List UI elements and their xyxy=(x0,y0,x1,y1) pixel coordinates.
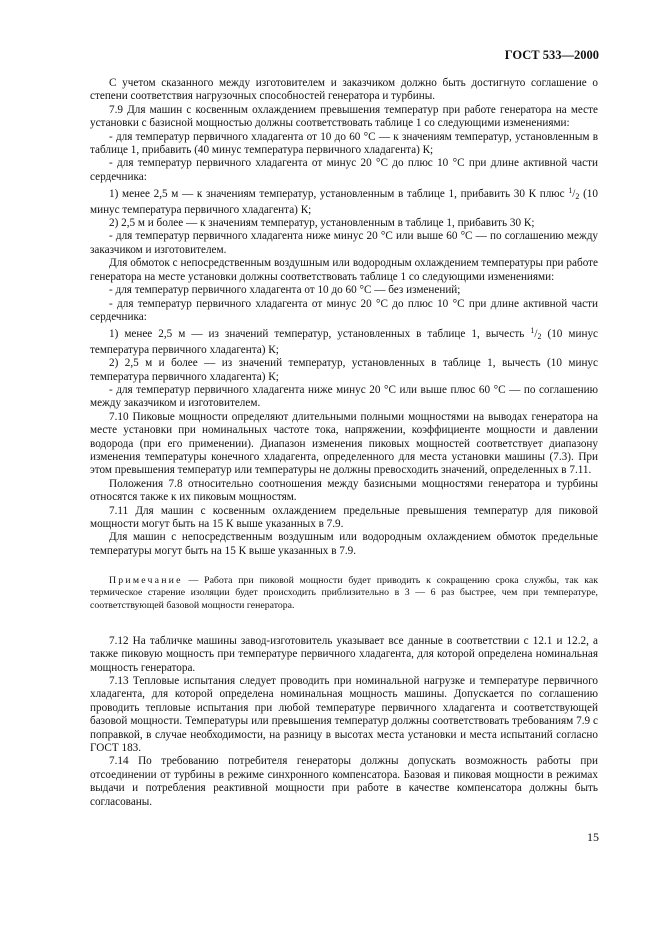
list-item: - для температур первичного хладагента ниже минус 20 °С или выше 60 °С — по соглашению между заказчиком и изготовителем. xyxy=(90,230,598,256)
list-item: - для температур первичного хладагента ниже минус 20 °С или выше плюс 60 °С — по соглашению между заказчиком и изготовителем. xyxy=(90,383,598,410)
note-text: — Работа при пиковой мощности будет приводить к сокращению срока службы, так как термическое старение изоляции будет происходить приблизительно в 3 — 6 раз быстрее, чем при температуре, соответствующей базовой мощности генератора. xyxy=(90,575,598,611)
fraction-denominator: 2 xyxy=(575,192,580,202)
fraction-numerator: 1 xyxy=(530,326,535,336)
list-item-text: (10 минус температура первичного хладагента) К; xyxy=(90,188,598,216)
clause-7-12: 7.12 На табличке машины завод-изготовитель указывает все данные в соответствии с 12.1 и 12.2, а также пиковую мощность при температуре первичного хладагента, для которой определена номинальная мощность генератора. xyxy=(90,634,598,674)
list-item: - для температур первичного хладагента от 10 до 60 °С — к значениям температур, установленным в таблице 1, прибавить (40 минус температура первичного хладагента) К; xyxy=(90,130,598,157)
list-item-text: (10 минус температура первичного хладагента) К; xyxy=(90,328,599,356)
clause-7-11: 7.11 Для машин с косвенным охлаждением предельные превышения температур для пиковой мощности могут быть на 15 К выше указанных в 7.9. xyxy=(90,504,598,530)
paragraph: Для машин с непосредственным воздушным или водородным охлаждением обмоток предельные температуры могут быть на 15 К выше указанных в 7.9. xyxy=(90,531,598,557)
page-number: 15 xyxy=(587,830,599,844)
fraction: $^1/_2$ xyxy=(568,186,580,202)
fraction-denominator: 2 xyxy=(537,332,542,342)
note xyxy=(90,575,598,612)
list-item: - для температур первичного хладагента от минус 20 °С до плюс 10 °С при длине активной части сердечника: xyxy=(90,157,598,183)
document-body xyxy=(90,77,598,809)
paragraph: Для обмоток с непосредственным воздушным или водородным охлаждением температуры при работе генератора на месте установки должны соответствовать таблице 1 со следующими изменениями: xyxy=(90,257,598,283)
list-item-text: 1) менее 2,5 м — из значений температур, установленных в таблице 1, вычесть xyxy=(109,328,525,341)
list-item-text: 1) менее 2,5 м — к значениям температур, установленным в таблице 1, прибавить 30 К плюс xyxy=(109,188,565,201)
list-item xyxy=(90,184,598,217)
standard-header: ГОСТ 533—2000 xyxy=(504,48,599,62)
clause-7-10: 7.10 Пиковые мощности определяют длительными полными мощностями на выводах генератора на месте установки при номинальных частоте тока, напряжении, коэффициенте мощности и давлении водорода (при его применении). Диапазон изменения пиковых мощностей соответствует диапазону изменения температуры конечного хладагента, определенного для места установки машины (7.3). При этом превышения температур или температуры не должны превосходить значений, определенных в 7.11. xyxy=(90,410,598,477)
clause-7-13: 7.13 Тепловые испытания следует проводить при номинальной нагрузке и температуре первичного хладагента, для которой определена номинальная мощность машины. Допускается по соглашению проводить тепловые испытания при любой температуре первичного хладагента и соответствующей базовой мощности. Температуры или превышения температур должны соответствовать требованиям 7.9 с поправкой, в случае необходимости, на разницу в высотах места установки и места испытаний согласно ГОСТ 183. xyxy=(90,675,598,755)
paragraph: Положения 7.8 относительно соотношения между базисными мощностями генератора и турбины относятся также к их пиковым мощностям. xyxy=(90,477,598,504)
list-item: 2) 2,5 м и более — из значений температур, установленных в таблице 1, вычесть (10 минус температура первичного хладагента) К; xyxy=(90,357,598,383)
list-item: 2) 2,5 м и более — к значениям температур, установленным в таблице 1, прибавить 30 К; xyxy=(109,217,535,230)
list-item: - для температур первичного хладагента от минус 20 °С до плюс 10 °С при длине активной части сердечника: xyxy=(90,297,598,323)
list-item xyxy=(90,324,598,357)
paragraph: С учетом сказанного между изготовителем и заказчиком должно быть достигнуто соглашение о степени соответствия нагрузочных способностей генератора и турбины. xyxy=(90,77,598,103)
note-label: Примечание xyxy=(109,575,183,587)
list-item: - для температур первичного хладагента от 10 до 60 °С — без изменений; xyxy=(109,284,461,297)
fraction-numerator: 1 xyxy=(568,186,573,196)
clause-7-9: 7.9 Для машин с косвенным охлаждением превышения температур при работе генератора на месте установки с базисной мощностью должны соответствовать таблице 1 со следующими изменениями: xyxy=(90,103,598,130)
fraction: $^1/_2$ xyxy=(530,326,542,342)
clause-7-14: 7.14 По требованию потребителя генераторы должны допускать возможность работы при отсоединении от турбины в режиме синхронного компенсатора. Базовая и пиковая мощности в режимах выдачи и потребления реактивной мощности при работе в качестве компенсатора должны быть согласованы. xyxy=(90,755,598,808)
